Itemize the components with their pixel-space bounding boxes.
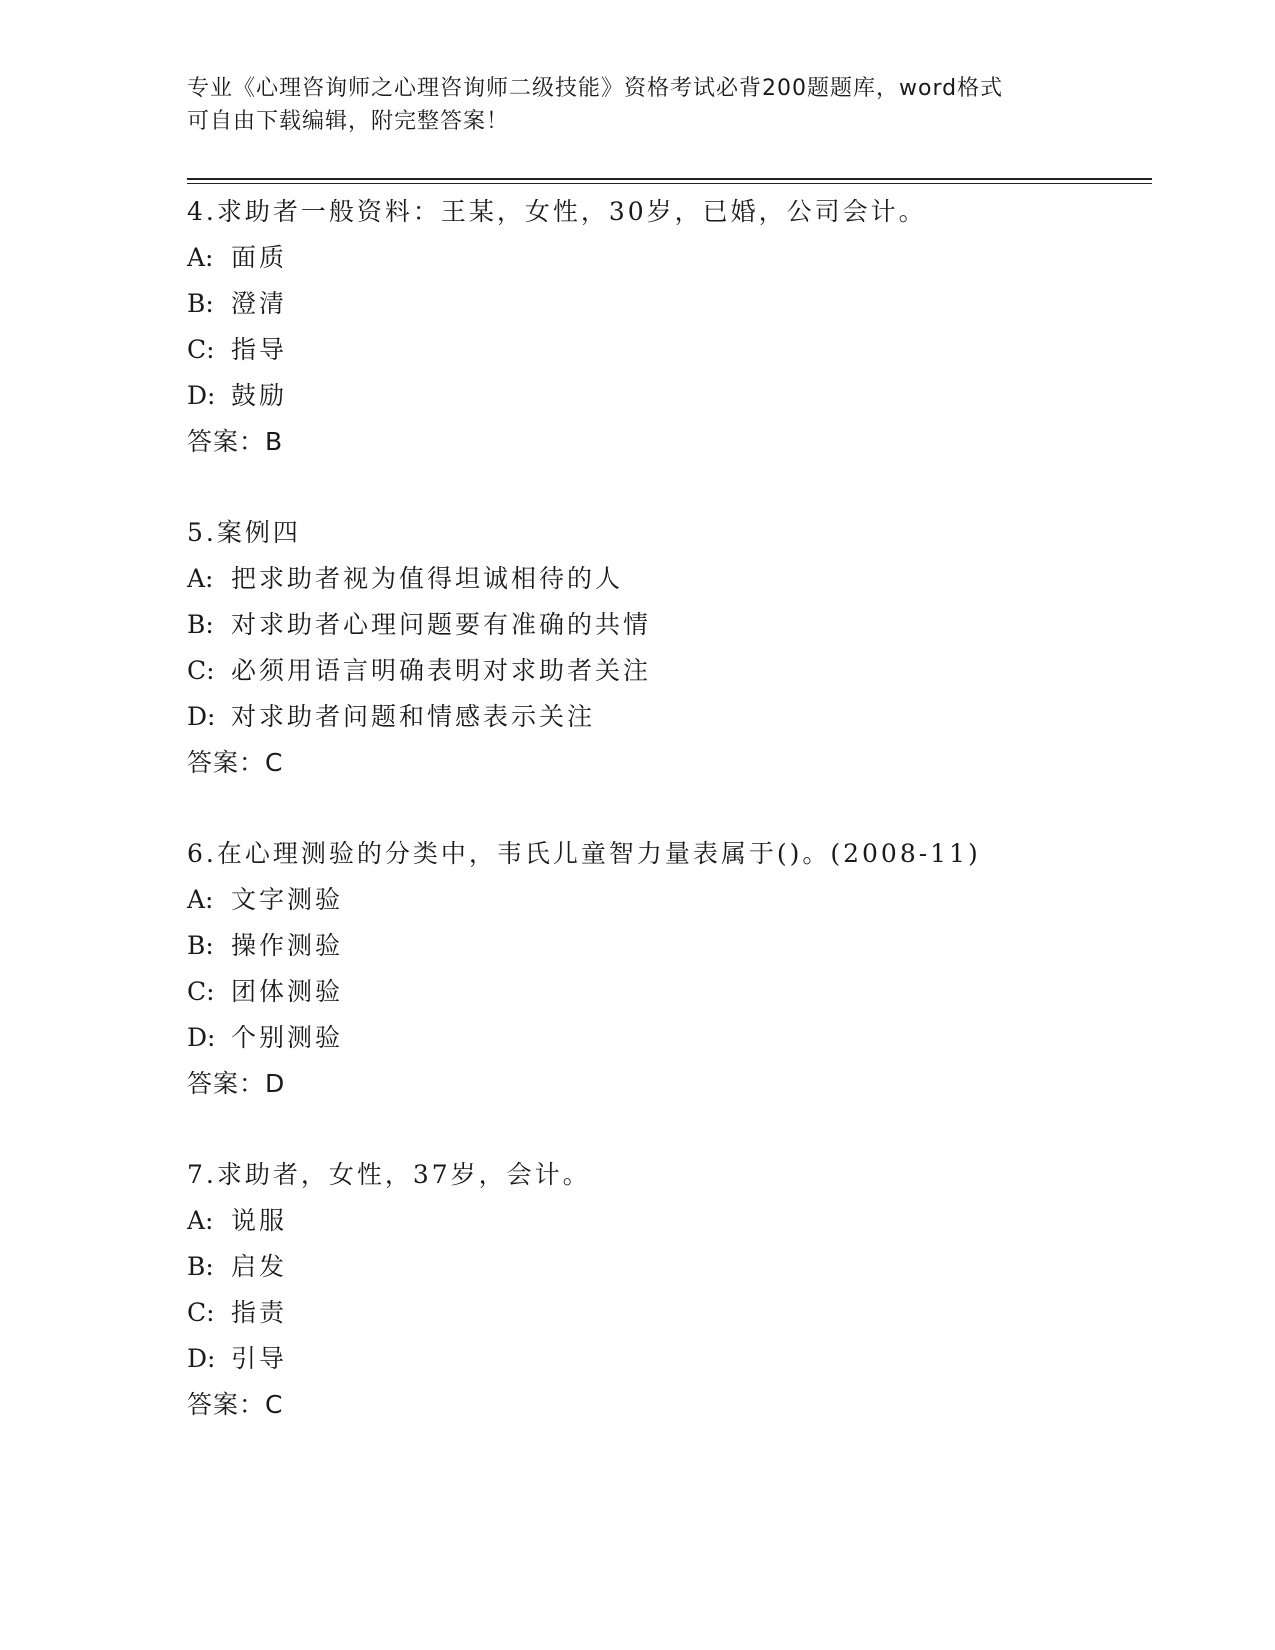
option-text: 面质 bbox=[231, 243, 288, 272]
option-text: 对求助者心理问题要有准确的共情 bbox=[231, 610, 652, 639]
answer-line: 答案：C bbox=[187, 748, 284, 777]
option-b bbox=[187, 923, 1152, 969]
option-text: 说服 bbox=[231, 1206, 288, 1235]
option-b bbox=[187, 602, 1152, 648]
option-text: 启发 bbox=[231, 1252, 288, 1281]
option-key: A: bbox=[187, 885, 214, 914]
question-5 bbox=[187, 510, 1152, 786]
option-key: C: bbox=[187, 335, 215, 364]
answer-line: 答案：D bbox=[187, 1069, 286, 1098]
option-text: 个别测验 bbox=[231, 1023, 344, 1052]
option-c bbox=[187, 1290, 1152, 1336]
header-divider-thin bbox=[187, 183, 1152, 184]
option-a bbox=[187, 235, 1152, 281]
option-key: C: bbox=[187, 656, 215, 685]
option-key: D: bbox=[187, 702, 216, 731]
option-text: 澄清 bbox=[231, 289, 288, 318]
option-key: A: bbox=[187, 243, 214, 272]
option-a bbox=[187, 1198, 1152, 1244]
question-list bbox=[187, 189, 1152, 1473]
option-key: A: bbox=[187, 564, 214, 593]
option-d bbox=[187, 1015, 1152, 1061]
option-key: B: bbox=[187, 1252, 214, 1281]
option-d bbox=[187, 694, 1152, 740]
option-b bbox=[187, 1244, 1152, 1290]
question-6 bbox=[187, 831, 1152, 1107]
header-divider-thick bbox=[187, 178, 1152, 180]
option-text: 必须用语言明确表明对求助者关注 bbox=[231, 656, 652, 685]
option-key: D: bbox=[187, 1344, 216, 1373]
option-text: 对求助者问题和情感表示关注 bbox=[231, 702, 596, 731]
option-key: D: bbox=[187, 1023, 216, 1052]
option-text: 鼓励 bbox=[231, 381, 288, 410]
option-key: B: bbox=[187, 289, 214, 318]
question-stem: 5.案例四 bbox=[187, 518, 301, 547]
option-key: A: bbox=[187, 1206, 214, 1235]
question-7 bbox=[187, 1152, 1152, 1428]
option-text: 文字测验 bbox=[231, 885, 344, 914]
option-c bbox=[187, 648, 1152, 694]
option-a bbox=[187, 877, 1152, 923]
option-text: 团体测验 bbox=[231, 977, 344, 1006]
option-d bbox=[187, 1336, 1152, 1382]
question-stem: 4.求助者一般资料：王某，女性，30岁，已婚，公司会计。 bbox=[187, 197, 927, 226]
question-stem: 6.在心理测验的分类中，韦氏儿童智力量表属于()。(2008-11) bbox=[187, 839, 981, 868]
answer-line: 答案：C bbox=[187, 1390, 284, 1419]
option-d bbox=[187, 373, 1152, 419]
option-text: 指责 bbox=[231, 1298, 288, 1327]
option-key: D: bbox=[187, 381, 216, 410]
question-4 bbox=[187, 189, 1152, 465]
answer-line: 答案：B bbox=[187, 427, 284, 456]
option-c bbox=[187, 327, 1152, 373]
option-key: B: bbox=[187, 610, 214, 639]
option-text: 把求助者视为值得坦诚相待的人 bbox=[231, 564, 624, 593]
document-header bbox=[187, 72, 1087, 138]
option-text: 指导 bbox=[231, 335, 288, 364]
header-line-1: 专业《心理咨询师之心理咨询师二级技能》资格考试必背200题题库，word格式 bbox=[187, 76, 1004, 101]
option-a bbox=[187, 556, 1152, 602]
option-key: B: bbox=[187, 931, 214, 960]
option-text: 引导 bbox=[231, 1344, 288, 1373]
option-key: C: bbox=[187, 977, 215, 1006]
option-c bbox=[187, 969, 1152, 1015]
option-b bbox=[187, 281, 1152, 327]
option-text: 操作测验 bbox=[231, 931, 344, 960]
option-key: C: bbox=[187, 1298, 215, 1327]
header-line-2: 可自由下载编辑，附完整答案！ bbox=[187, 109, 510, 134]
question-stem: 7.求助者，女性，37岁，会计。 bbox=[187, 1160, 591, 1189]
